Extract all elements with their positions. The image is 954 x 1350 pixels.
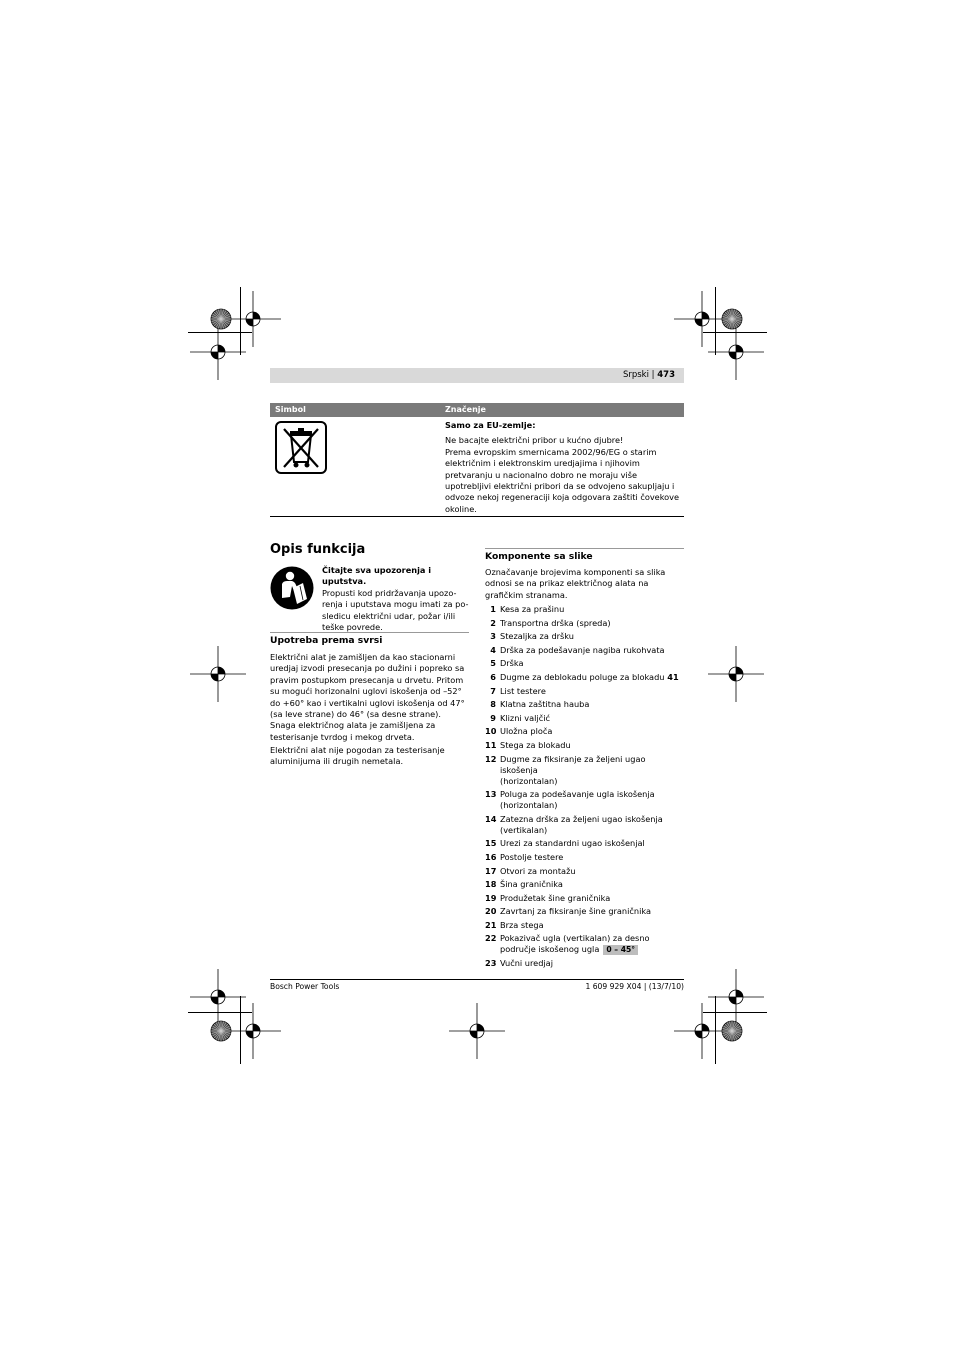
upotreba-paragraph-2 [270,745,470,768]
safety-warning [322,565,472,633]
upotreba-line: do +60° kao i vertikalni uglovi iskošenja od 47° [270,697,465,708]
upotreba-line: (sa leve strane) do 46° (sa desne strane). [270,709,441,720]
list-item-text: Pokazivač ugla (vertikalan) za desno [500,933,650,944]
list-item-text: Dugme za fiksiranje za željeni ugao iskošenja [500,753,646,775]
list-item [485,838,685,849]
list-item-number: 3 [490,631,496,642]
symbol-meaning-line: okoline. [445,503,477,514]
list-item-number: 16 [485,851,497,862]
list-item [485,754,685,787]
upotreba-line: aluminijuma ili drugih nemetala. [270,756,404,767]
list-item [485,866,685,877]
upotreba-line: su mogući horizonalni uglovi iskošenja od –52° [270,686,462,697]
list-item-text: (vertikalan) [500,824,548,835]
list-item-ref-number: 41 [664,671,679,682]
safety-warning-line: Propusti kod pridržavanja upozo- [322,587,457,598]
list-item-number: 20 [485,906,497,917]
list-item [485,631,685,642]
list-item-text: Otvori za montažu [500,865,576,876]
page-number: 473 [657,370,675,380]
list-item-number: 22 [485,933,497,944]
registration-crosshair [188,322,248,382]
list-item-text: Zavrtanj za fiksiranje šine graničnika [500,906,651,917]
list-item-text: Urezi za standardni ugao iskošenjal [500,838,645,849]
list-item-number: 4 [490,644,496,655]
list-item [485,958,685,969]
list-item [485,893,685,904]
list-item-text: Stega za blokadu [500,739,571,750]
list-item-text: Klizni valjčić [500,712,550,723]
safety-warning-line: renja i uputstava mogu imati za po- [322,599,469,610]
upotreba-paragraph-1 [270,652,470,743]
col-meaning-header: Značenje [445,405,486,414]
symbol-meaning-line: Ne bacajte električni pribor u kućno djubre! [445,435,624,446]
upotreba-line: pravim postupkom presecanja u drvetu. Pritom [270,674,464,685]
list-item-text: Brza stega [500,919,544,930]
list-item-number: 9 [490,712,496,723]
registration-crosshair [706,644,766,704]
read-manual-icon [270,566,314,610]
registration-crosshair [447,1001,507,1061]
components-list [485,604,685,972]
list-item [485,699,685,710]
section-title-komponente: Komponente sa slike [485,551,593,562]
list-item-number: 21 [485,919,497,930]
list-item [485,686,685,697]
list-item-number: 5 [490,658,496,669]
col-symbol-header: Simbol [275,405,306,414]
list-item-text: (horizontalan) [500,775,558,786]
list-item-text: Drška za podešavanje nagiba rukohvata [500,644,665,655]
symbol-meaning-line: električnim i elektronskim uredjajima i njihovim [445,458,640,469]
symbol-meaning-line: Prema evropskim smernicama 2002/96/EG o starim [445,446,657,457]
upotreba-line: Snaga električnog alata je zamišljena za [270,720,436,731]
angle-badge: 0 – 45° [603,945,638,955]
list-item-number: 15 [485,838,497,849]
registration-crosshair [223,1001,283,1061]
komponente-intro-line: grafičkim stranama. [485,589,568,600]
symbol-meaning [445,420,683,515]
komponente-intro-line: Označavanje brojevima komponenti sa slika [485,567,666,577]
list-item-number: 17 [485,865,497,876]
registration-rosette [721,1020,743,1042]
list-item-text: Dugme za deblokadu poluge za blokadu 41 [500,671,679,682]
symbol-table-row [270,417,684,517]
list-item [485,726,685,737]
list-item [485,879,685,890]
list-item [485,933,685,955]
komponente-intro-line: odnosi se na prikaz električnog alata na [485,578,649,589]
list-item [485,672,685,683]
list-item-text: (horizontalan) [500,800,558,811]
list-item [485,789,685,811]
list-item [485,604,685,615]
safety-warning-title: Čitajte sva upozorenja i uputstva. [322,565,432,587]
list-item-text: područje iskošenog ugla 0 – 45° [500,944,685,955]
list-item-number: 1 [490,604,496,614]
list-item-text: Stezaljka za dršku [500,631,574,642]
list-item [485,645,685,656]
list-item-text: Drška [500,658,524,669]
list-item-number: 8 [490,699,496,710]
list-item-text: Produžetak šine graničnika [500,892,611,903]
list-item-number: 23 [485,958,497,969]
footer-doc-number: 1 609 929 X04 | (13/7/10) [585,982,684,991]
list-item-text: Postolje testere [500,851,564,862]
list-item [485,906,685,917]
list-item [485,814,685,836]
list-item-text: Transportna drška (spreda) [500,617,611,628]
registration-crosshair [188,644,248,704]
registration-rosette [721,308,743,330]
symbol-meaning-line: upotrebljivi električni pribori da se odvojeno sakupljaju i [445,480,675,491]
list-item-number: 18 [485,879,497,890]
safety-warning-line: sledicu električni udar, požar i/ili [322,610,456,621]
list-item-text: Kesa za prašinu [500,604,565,614]
list-item-number: 14 [485,813,497,824]
list-item-number: 11 [485,739,497,750]
list-item-text: Zatezna drška za željeni ugao iskošenja [500,813,663,824]
list-item-text: Poluga za podešavanje ugla iskošenja [500,789,655,800]
list-item [485,852,685,863]
section-title-opis-funkcija: Opis funkcija [270,542,366,557]
list-item-text: Šina graničnika [500,879,563,890]
list-item [485,658,685,669]
list-item [485,920,685,931]
symbol-meaning-line: pretvaranju u nacionalno dobro ne moraju više [445,469,638,480]
registration-rosette [210,308,232,330]
upotreba-line: Električni alat je zamišljen da kao stacionarni [270,652,456,662]
list-item-number: 7 [490,685,496,696]
list-item-text: Uložna ploča [500,726,553,737]
list-item-text: Vučni uredjaj [500,958,553,969]
registration-rosette [210,1020,232,1042]
list-item-number: 13 [485,789,497,800]
footer-publisher: Bosch Power Tools [270,982,340,991]
symbol-meaning-line: odvoze nekoj regeneraciji koja odgovara zaštiti čovekove [445,492,680,503]
symbol-meaning-title: Samo za EU-zemlje: [445,420,536,430]
komponente-intro [485,567,685,601]
list-item-number: 10 [485,726,497,737]
crossed-out-wheelie-bin-icon [275,421,327,474]
upotreba-line: testerisanje tvrdog i mekog drveta. [270,731,415,742]
list-item [485,713,685,724]
page-header-bar: Srpski | 473 [270,368,684,383]
upotreba-line: uredjaj izvodi presecanja po dužini i popreko sa [270,663,465,674]
list-item-text: Klatna zaštitna hauba [500,699,590,710]
list-item-text: List testere [500,685,546,696]
list-item-number: 12 [485,753,497,764]
list-item-number: 2 [490,617,496,628]
section-title-upotreba: Upotreba prema svrsi [270,635,383,646]
header-language: Srpski [622,370,649,380]
list-item [485,618,685,629]
list-item [485,740,685,751]
list-item-number: 19 [485,892,497,903]
safety-warning-line: teške povrede. [322,622,383,633]
upotreba-line: Električni alat nije pogodan za testerisanje [270,745,445,755]
symbol-table-header [270,403,684,417]
list-item-number: 6 [490,671,496,682]
